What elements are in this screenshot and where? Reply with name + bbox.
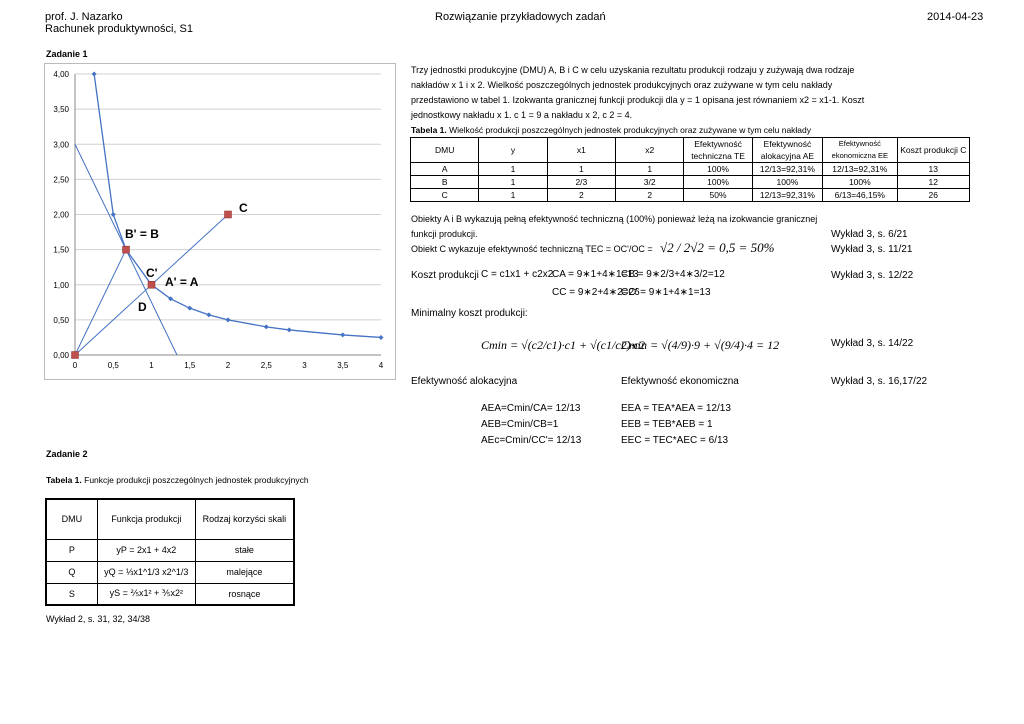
cell: P (46, 539, 97, 561)
table2-caption-bold: Tabela 1. (46, 475, 82, 485)
cell: 3/2 (616, 176, 684, 189)
table-row (46, 583, 294, 605)
ee-c: EEC = TEC*AEC = 6/13 (621, 435, 729, 446)
x-tick-label: 4 (378, 361, 384, 370)
cell: stałe (195, 539, 294, 561)
cell: rosnące (195, 583, 294, 605)
obs1-line-2: funkcji produkcji. (411, 229, 478, 239)
x-tick-label: 3 (302, 361, 307, 370)
ee-b: EEB = TEB*AEB = 1 (621, 419, 713, 430)
alloc-efficiency-label: Efektywność alokacyjna (411, 376, 518, 387)
cell: A (411, 163, 479, 176)
obs1-line-1: Obiekty A i B wykazują pełną efektywność techniczną (100%) ponieważ leżą na izokwancie granicznej (411, 214, 818, 224)
zadanie1-intro (411, 63, 881, 123)
table-row (411, 163, 970, 176)
data-point (264, 324, 269, 329)
cell: 13 (897, 163, 969, 176)
annotation-label: D (138, 300, 147, 314)
date: 2014-04-23 (927, 11, 984, 23)
cell: 100% (684, 176, 752, 189)
cost-label: Koszt produkcji (411, 270, 479, 281)
author: prof. J. Nazarko (45, 11, 123, 23)
x-tick-label: 3,5 (337, 361, 349, 370)
ref-4: Wykład 3, s. 14/22 (831, 338, 914, 349)
table-header-row (46, 499, 294, 539)
cell: 50% (684, 189, 752, 202)
y-tick-label: 1,50 (53, 245, 69, 255)
cell: 12/13=92,31% (823, 163, 897, 176)
data-point (187, 306, 192, 311)
point-O (72, 352, 79, 359)
th-dmu: DMU (46, 499, 97, 539)
y-tick-label: 3,50 (53, 105, 69, 115)
cell: yQ = ⅓x1^1/3 x2^1/3 (97, 561, 195, 583)
ee-list (621, 401, 731, 449)
annotation-label: C' (146, 266, 158, 280)
observation-1 (411, 212, 841, 242)
data-point (92, 72, 97, 77)
y-tick-label: 1,00 (53, 280, 69, 290)
cell: yP = 2x1 + 4x2 (97, 539, 195, 561)
data-point (206, 312, 211, 317)
annotation-label: A' = A (165, 275, 199, 289)
table2-caption-text: Funkcje produkcji poszczególnych jednostek produkcyjnych (84, 475, 309, 485)
data-point (379, 335, 384, 340)
min-cost-label: Minimalny koszt produkcji: (411, 308, 528, 319)
data-point (340, 332, 345, 337)
y-tick-label: 2,00 (53, 210, 69, 220)
cell: 1 (616, 163, 684, 176)
intro-line-1: Trzy jednostki produkcyjne (DMU) A, B i C w celu uzyskania rezultatu produkcji rodzaju y zużywają dwa rodzaje (411, 65, 855, 75)
th-ee: Efektywność ekonomiczna EE (823, 138, 897, 163)
th-function: Funkcja produkcji (97, 499, 195, 539)
y-tick-label: 2,50 (53, 175, 69, 185)
th-ae: Efektywność alokacyjna AE (752, 138, 822, 163)
min-cost-formula-general: Cmin = √(c2/c1)·c1 + √(c1/c2)·c2 (481, 338, 645, 352)
table-row (46, 561, 294, 583)
y-tick-label: 0,00 (53, 351, 69, 360)
document-title: Rozwiązanie przykładowych zadań (435, 11, 606, 23)
cell: 1 (479, 163, 547, 176)
y-tick-label: 4,00 (53, 70, 69, 79)
cell: 100% (752, 176, 822, 189)
th-x2: x2 (616, 138, 684, 163)
dmu-table (410, 137, 970, 202)
zadanie2-heading: Zadanie 2 (46, 449, 88, 459)
cell: 1 (479, 176, 547, 189)
x-tick-label: 0,5 (107, 361, 119, 370)
data-point (111, 212, 116, 217)
cost-b: CB = 9∗2/3+4∗3/2=12 (621, 269, 725, 280)
point-C (225, 211, 232, 218)
cost-a: CA = 9∗1+4∗1=13 (552, 269, 639, 280)
point-A (148, 281, 155, 288)
table-row (46, 539, 294, 561)
cell: B (411, 176, 479, 189)
te-formula: √2 / 2√2 = 0,5 = 50% (660, 240, 775, 255)
cell: 12/13=92,31% (752, 189, 822, 202)
cell: S (46, 583, 97, 605)
series-line-ray-OB (75, 250, 126, 355)
chart-svg (45, 64, 395, 379)
th-c: Koszt produkcji C (897, 138, 969, 163)
zadanie1-heading: Zadanie 1 (46, 49, 88, 59)
cell: malejące (195, 561, 294, 583)
th-returns: Rodzaj korzyści skali (195, 499, 294, 539)
cell: 26 (897, 189, 969, 202)
x-tick-label: 2,5 (260, 361, 272, 370)
y-tick-label: 0,50 (53, 315, 69, 325)
data-point (287, 327, 292, 332)
ref-2: Wykład 3, s. 11/21 (831, 244, 913, 255)
cell: C (411, 189, 479, 202)
th-te: Efektywność techniczna TE (684, 138, 752, 163)
production-functions-table (45, 498, 295, 606)
x-tick-label: 0 (72, 361, 78, 370)
table1-caption (411, 125, 811, 135)
cell: 1 (479, 189, 547, 202)
cell: 6/13=46,15% (823, 189, 897, 202)
x-tick-label: 2 (225, 361, 231, 370)
cost-formula: C = c1x1 + c2x2 (481, 269, 554, 280)
intro-line-3: przedstawiono w tabel 1. Izokwanta granicznej funkcji produkcji dla y = 1 opisana jest równaniem x2 = x1-1. Koszt (411, 95, 865, 105)
course: Rachunek produktywności, S1 (45, 23, 193, 35)
th-y: y (479, 138, 547, 163)
cell: 1 (547, 163, 615, 176)
cell: 100% (684, 163, 752, 176)
cell: 100% (823, 176, 897, 189)
table2-caption (46, 475, 309, 485)
cell: Q (46, 561, 97, 583)
point-B (123, 246, 130, 253)
annotation-label: C (239, 201, 248, 215)
ref-1: Wykład 3, s. 6/21 (831, 229, 908, 240)
observation-2: Obiekt C wykazuje efektywność techniczną TEC = OC'/OC = (411, 244, 653, 254)
table1-caption-text: Wielkość produkcji poszczególnych jednostek produkcyjnych oraz zużywane w tym celu nakłady (449, 125, 812, 135)
x-tick-label: 1,5 (184, 361, 196, 370)
annotation-label: B' = B (125, 227, 159, 241)
min-cost-formula-numeric: Cmin = √(4/9)·9 + √(9/4)·4 = 12 (621, 338, 780, 352)
cell: 2/3 (547, 176, 615, 189)
econ-efficiency-label: Efektywność ekonomiczna (621, 376, 739, 387)
th-x1: x1 (547, 138, 615, 163)
ae-a: AEA=Cmin/CA= 12/13 (481, 403, 581, 414)
intro-line-2: nakładów x 1 i x 2. Wielkość poszczególnych jednostek produkcyjnych oraz zużywane w tym celu nakłady (411, 80, 833, 90)
ee-a: EEA = TEA*AEA = 12/13 (621, 403, 731, 414)
table-row (411, 189, 970, 202)
table-header-row (411, 138, 970, 163)
th-dmu: DMU (411, 138, 479, 163)
footer-reference: Wykład 2, s. 31, 32, 34/38 (46, 614, 150, 624)
ae-c: AEc=Cmin/CC'= 12/13 (481, 435, 582, 446)
ae-b: AEB=Cmin/CB=1 (481, 419, 559, 430)
cell: 12/13=92,31% (752, 163, 822, 176)
table1-caption-bold: Tabela 1. (411, 125, 447, 135)
cell: 2 (616, 189, 684, 202)
y-tick-label: 3,00 (53, 140, 69, 150)
ref-3: Wykład 3, s. 12/22 (831, 270, 914, 281)
intro-line-4: jednostkowy nakładu x 1. c 1 = 9 a nakładu x 2, c 2 = 4. (411, 110, 633, 120)
ae-list (481, 401, 581, 449)
cell: 2 (547, 189, 615, 202)
data-point (226, 317, 231, 322)
cost-c-prime: CC' = 9∗1+4∗1=13 (621, 287, 711, 298)
cell: 12 (897, 176, 969, 189)
cell: yS = ⅖x1² + ⅗x2² (97, 583, 195, 605)
isoquant-chart (44, 63, 396, 380)
cost-c: CC = 9∗2+4∗2=26 (552, 287, 640, 298)
x-tick-label: 1 (149, 361, 154, 370)
table-row (411, 176, 970, 189)
ref-5: Wykład 3, s. 16,17/22 (831, 376, 928, 387)
